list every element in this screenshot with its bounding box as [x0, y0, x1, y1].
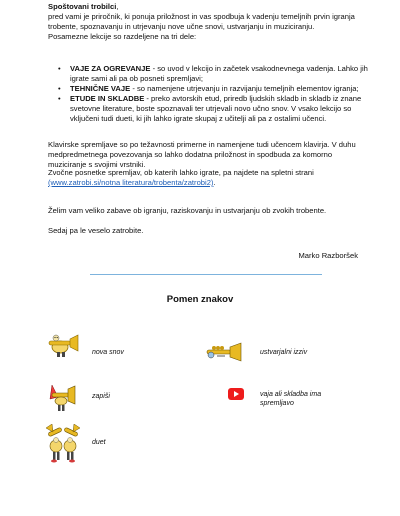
part-text: - preko avtorskih etud, priredb ljudskih skladb in skladb iz znane svetovne literature, boste spoznavali ter utrjevali novo učno snov. V vsako lekcijo so vključeni tudi dueti, ki jih lahko igrate skupaj z učitelji ali pa z ostalimi učenci.	[70, 94, 362, 123]
list-item	[70, 84, 382, 94]
part-text: - so uvod v lekcijo in začetek vsakodnevnega vadenja. Lahko jih igrate sami ali pa ob posneti spremljavi;	[70, 64, 368, 83]
recordings-link[interactable]: (www.zatrobi.si/notna literatura/trobenta/zatrobi2)	[48, 178, 214, 187]
signature: Marko Razboršek	[298, 251, 358, 260]
duet-trumpets-icon	[44, 424, 82, 464]
accompaniment-paragraph: Klavirske spremljave so po težavnosti primerne in namenjene tudi učencem klavirja. V duhu medpredmetnega povezovanja so lahko dodatna priložnost in spodbuda za komorno muziciranje s svojimi vrstniki.	[48, 140, 356, 169]
legend-label-write: zapiši	[92, 393, 110, 400]
trumpet-new-material-icon	[46, 331, 80, 357]
legend-label-duet: duet	[92, 439, 106, 446]
greeting: Spoštovani trobilci	[48, 2, 117, 11]
greeting-line	[48, 2, 360, 12]
legend-label-accompaniment: vaja ali skladba ima spremljavo	[260, 391, 322, 407]
legend-label-new-material: nova snov	[92, 349, 124, 356]
intro-paragraph	[48, 12, 360, 42]
part-title: VAJE ZA OGREVANJE	[70, 64, 151, 73]
part-title: TEHNIČNE VAJE	[70, 84, 131, 93]
legend-label-creative-challenge: ustvarjalni izziv	[260, 349, 308, 356]
closing-paragraph: Sedaj pa le veselo zatrobite.	[48, 226, 144, 235]
intro-text: pred vami je priročnik, ki ponuja priložnost in vas spodbuja k vadenju temeljnih prvin igranja trobente, spoznavanju in utrjevanju nove učne snovi, ustvarjanju in muziciranju.	[48, 12, 355, 31]
divider-line	[90, 274, 322, 275]
greeting-comma: ,	[116, 2, 119, 11]
trumpet-creative-challenge-icon	[205, 342, 243, 362]
lesson-parts-list	[48, 64, 382, 124]
parts-line: Posamezne lekcije so razdeljene na tri dele:	[48, 32, 197, 41]
recordings-text: Zvočne posnetke spremljav, ob katerih lahko igrate, pa najdete na spletni strani	[48, 168, 314, 177]
recordings-paragraph	[48, 168, 360, 188]
youtube-play-icon	[228, 388, 244, 400]
list-item	[70, 64, 382, 84]
recordings-end: .	[213, 178, 216, 187]
legend-heading: Pomen znakov	[166, 294, 234, 305]
list-item	[70, 94, 382, 124]
part-text: - so namenjene utrjevanju in razvijanju temeljnih elementov igranja;	[130, 84, 359, 93]
wish-paragraph: Želim vam veliko zabave ob igranju, raziskovanju in ustvarjanju ob zvokih trobente.	[48, 206, 327, 215]
trumpet-write-icon	[46, 379, 76, 411]
part-title: ETUDE IN SKLADBE	[70, 94, 145, 103]
